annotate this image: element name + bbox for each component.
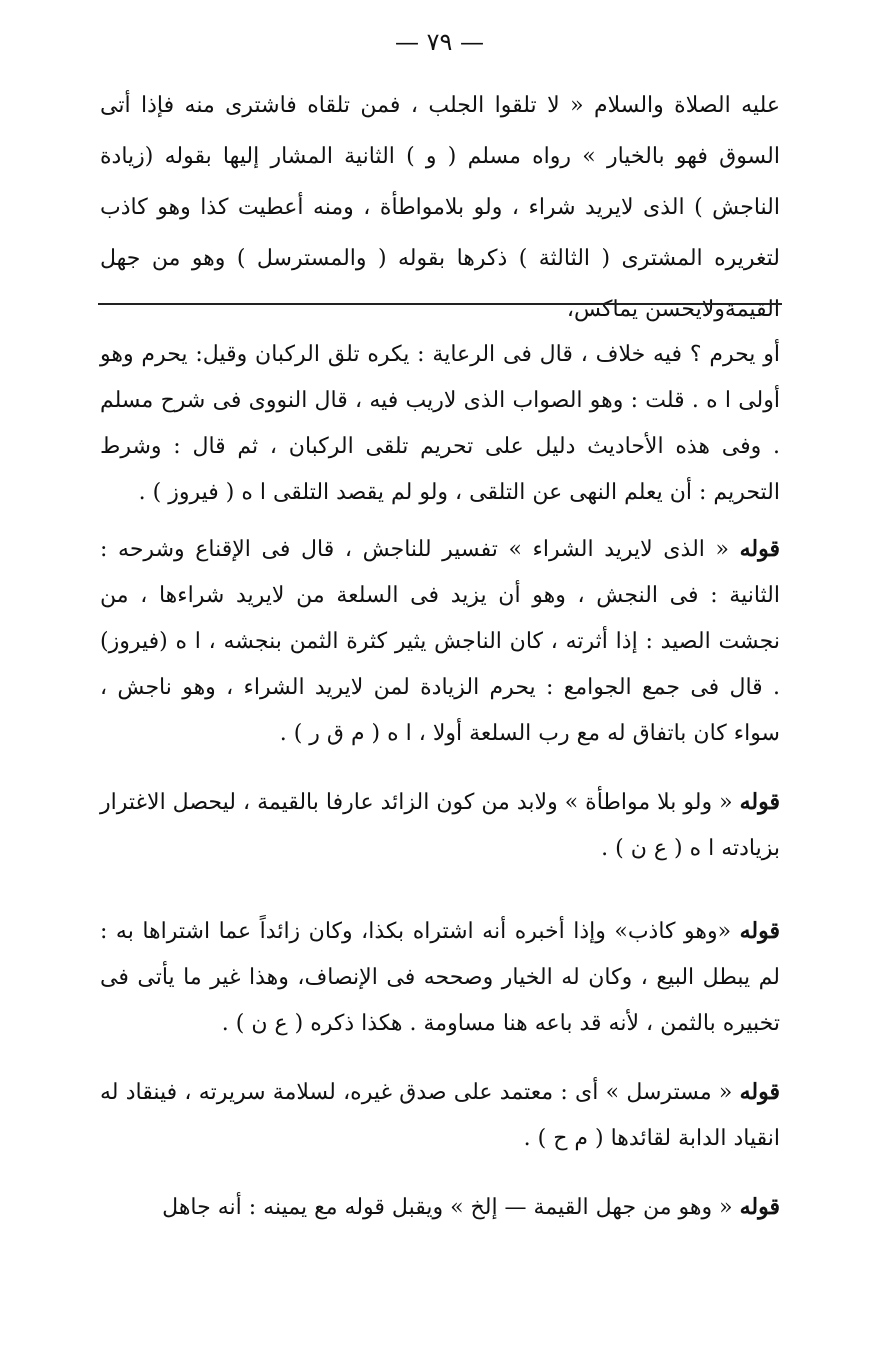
note-6 <box>100 1184 780 1231</box>
note-5 <box>100 1069 780 1162</box>
note-2-lead: قوله <box>739 536 781 562</box>
note-4 <box>100 908 780 1047</box>
note-5-text: « مسترسل » أى : معتمد على صدق غيره، لسلامة سريرته ، فينقاد له انقياد الدابة لقائدها ( م ح ) . <box>100 1080 780 1151</box>
note-4-lead: قوله <box>739 918 780 944</box>
note-6-lead: قوله <box>739 1194 780 1220</box>
page-number: — ٧٩ — <box>394 28 485 56</box>
note-3 <box>100 779 780 872</box>
commentary-notes <box>100 332 780 1231</box>
note-1-text: أو يحرم ؟ فيه خلاف ، قال فى الرعاية : يكره تلق الركبان وقيل: يحرم وهو أولى ا ه . قلت : وهو الصواب الذى لاريب فيه ، قال النووى فى شرح مسلم . وفى هذه الأحاديث دليل على تحريم تلقى الركبان ، ثم قال : وشرط التحريم : أن يعلم النهى عن التلقى ، ولو لم يقصد التلقى ا ه ( فيروز ) . <box>100 342 780 505</box>
note-6-text: « وهو من جهل القيمة — إلخ » ويقبل قوله مع يمينه : أنه جاهل <box>162 1195 733 1220</box>
note-1 <box>100 332 780 516</box>
note-2 <box>100 526 780 757</box>
footnote-divider <box>98 303 782 305</box>
note-3-text: « ولو بلا مواطأة » ولابد من كون الزائد عارفا بالقيمة ، ليحصل الاغترار بزيادته ا ه ( ع ن ) . <box>100 790 780 861</box>
note-5-lead: قوله <box>739 1079 780 1105</box>
note-4-text: «وهو كاذب» وإذا أخبره أنه اشتراه بكذا، وكان زائداً عما اشتراها به : لم يبطل البيع ، وكان له الخيار وصححه فى الإنصاف، وهذا غير ما يأتى فى تخبيره بالثمن ، لأنه قد باعه هنا مساومة . هكذا ذكره ( ع ن ) . <box>100 919 780 1036</box>
main-text: عليه الصلاة والسلام « لا تلقوا الجلب ، فمن تلقاه فاشترى منه فإذا أتى السوق فهو بالخيار » رواه مسلم ( و ) الثانية المشار إليها بقوله (زيادة الناجش ) الذى لايريد شراء ، ولو بلامواطأة ، ومنه أعطيت كذا وهو كاذب لتغريره المشترى ( الثالثة ) ذكرها بقوله ( والمسترسل ) وهو من جهل القيمةولايحسن يماكس، <box>100 93 780 322</box>
note-2-text: « الذى لايريد الشراء » تفسير للناجش ، قال فى الإقناع وشرحه : الثانية : فى النجش ، وهو أن يزيد فى السلعة من لايريد شراءها ، من نجشت الصيد : إذا أثرته ، كان الناجش يثير كثرة الثمن بنجشه ، ا ه (فيروز) . قال فى جمع الجوامع : يحرم الزيادة لمن لايريد الشراء ، وهو ناجش ، سواء كان باتفاق له مع رب السلعة أولا ، ا ه ( م ق ر ) . <box>100 537 780 746</box>
note-3-lead: قوله <box>739 789 780 815</box>
